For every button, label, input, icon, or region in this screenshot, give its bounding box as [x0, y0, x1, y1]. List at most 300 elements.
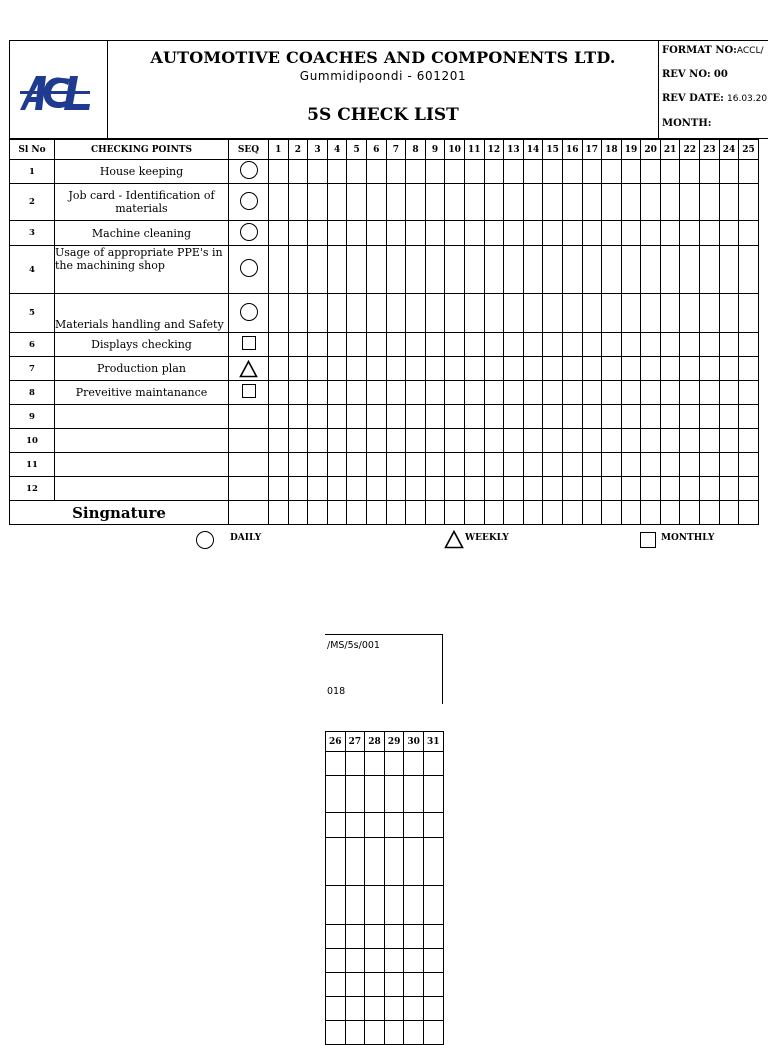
day-check-cell: [680, 381, 700, 405]
day-check-cell: [484, 333, 504, 357]
month-label: MONTH:: [662, 118, 712, 129]
day-check-cell: [543, 405, 563, 429]
page2-day-cell: [365, 886, 385, 925]
day-check-cell: [739, 333, 759, 357]
day-check-cell: [700, 381, 720, 405]
day-check-cell: [366, 381, 386, 405]
day-check-cell: [582, 221, 602, 246]
row-checking-point: Production plan: [55, 357, 229, 381]
row-checking-point: [55, 429, 229, 453]
row-seq-symbol: [229, 160, 269, 184]
day-check-cell: [484, 357, 504, 381]
row-seq-symbol: [229, 246, 269, 294]
day-check-cell: [641, 453, 661, 477]
day-check-cell: [719, 246, 739, 294]
format-no-value: ACCL/: [736, 46, 764, 56]
day-check-cell: [425, 381, 445, 405]
day-check-cell: [269, 160, 289, 184]
column-header-day: 13: [504, 140, 524, 160]
table-row: [10, 357, 759, 381]
day-check-cell: [621, 294, 641, 333]
day-check-cell: [425, 429, 445, 453]
page2-day-cell: [365, 949, 385, 973]
day-check-cell: [308, 246, 328, 294]
page2-day-cell: [345, 776, 365, 813]
day-check-cell: [739, 160, 759, 184]
day-check-cell: [562, 357, 582, 381]
day-check-cell: [504, 381, 524, 405]
day-check-cell: [445, 333, 465, 357]
row-seq-symbol: [229, 184, 269, 221]
day-check-cell: [269, 381, 289, 405]
day-check-cell: [308, 477, 328, 501]
column-header-day: 8: [406, 140, 426, 160]
day-check-cell: [406, 184, 426, 221]
day-check-cell: [602, 405, 622, 429]
day-check-cell: [680, 357, 700, 381]
page2-day-cell: [384, 997, 404, 1021]
legend-daily: DAILY: [230, 533, 262, 543]
company-name: AUTOMOTIVE COACHES AND COMPONENTS LTD.: [150, 48, 616, 67]
day-check-cell: [425, 405, 445, 429]
day-check-cell: [680, 477, 700, 501]
page2-day-cell: [404, 1021, 424, 1045]
column-header-sl-no: Sl No: [10, 140, 55, 160]
day-check-cell: [660, 453, 680, 477]
monthly-square-icon: [242, 336, 256, 350]
page2-table-row: [326, 997, 444, 1021]
day-check-cell: [288, 160, 308, 184]
page2-table-row: [326, 925, 444, 949]
table-header-row: [10, 140, 759, 160]
table-row: [10, 221, 759, 246]
day-check-cell: [543, 184, 563, 221]
page2-day-cell: [326, 925, 346, 949]
rev-date-label: REV DATE:: [662, 93, 724, 104]
column-header-day: 23: [700, 140, 720, 160]
page2-day-cell: [423, 776, 443, 813]
day-check-cell: [464, 246, 484, 294]
page2-table-row: [326, 949, 444, 973]
signature-day-cell: [386, 501, 406, 525]
monthly-square-icon: [242, 384, 256, 398]
page2-table-row: [326, 776, 444, 813]
day-check-cell: [543, 357, 563, 381]
page2-column-header-day: 26: [326, 732, 346, 752]
company-logo: [18, 70, 94, 114]
format-no: [662, 45, 768, 56]
page2-day-cell: [326, 752, 346, 776]
day-check-cell: [464, 381, 484, 405]
day-check-cell: [543, 246, 563, 294]
page2-day-cell: [404, 925, 424, 949]
day-check-cell: [406, 246, 426, 294]
day-check-cell: [269, 221, 289, 246]
monthly-icon: [640, 532, 656, 552]
row-checking-point: [55, 477, 229, 501]
day-check-cell: [739, 477, 759, 501]
day-check-cell: [288, 221, 308, 246]
day-check-cell: [386, 246, 406, 294]
day-check-cell: [582, 160, 602, 184]
day-check-cell: [484, 405, 504, 429]
day-check-cell: [269, 294, 289, 333]
day-check-cell: [504, 333, 524, 357]
column-header-day: 6: [366, 140, 386, 160]
day-check-cell: [347, 246, 367, 294]
day-check-cell: [719, 453, 739, 477]
day-check-cell: [386, 221, 406, 246]
day-check-cell: [504, 429, 524, 453]
column-header-day: 1: [269, 140, 289, 160]
day-check-cell: [523, 453, 543, 477]
page2-column-header-day: 29: [384, 732, 404, 752]
day-check-cell: [523, 184, 543, 221]
day-check-cell: [621, 405, 641, 429]
signature-day-cell: [523, 501, 543, 525]
day-check-cell: [308, 184, 328, 221]
day-check-cell: [602, 184, 622, 221]
day-check-cell: [386, 477, 406, 501]
day-check-cell: [347, 294, 367, 333]
day-check-cell: [347, 357, 367, 381]
row-checking-point: Job card - Identification of materials: [55, 184, 229, 221]
day-check-cell: [700, 184, 720, 221]
day-check-cell: [700, 246, 720, 294]
rev-no-label: REV NO:: [662, 69, 711, 80]
page2-day-cell: [326, 886, 346, 925]
day-check-cell: [504, 357, 524, 381]
day-check-cell: [484, 477, 504, 501]
table-row: [10, 429, 759, 453]
column-header-day: 14: [523, 140, 543, 160]
day-check-cell: [366, 477, 386, 501]
row-sl-no: 10: [10, 429, 55, 453]
page2-day-cell: [365, 997, 385, 1021]
page2-column-header-day: 27: [345, 732, 365, 752]
day-check-cell: [406, 221, 426, 246]
table-row: [10, 160, 759, 184]
page2-day-cell: [345, 752, 365, 776]
signature-day-cell: [366, 501, 386, 525]
page2-day-cell: [345, 973, 365, 997]
page2-day-cell: [384, 949, 404, 973]
row-checking-point: [55, 405, 229, 429]
daily-circle-icon: [240, 192, 258, 210]
day-check-cell: [464, 477, 484, 501]
day-check-cell: [366, 184, 386, 221]
column-header-day: 10: [445, 140, 465, 160]
day-check-cell: [445, 294, 465, 333]
day-check-cell: [641, 294, 661, 333]
row-seq-symbol: [229, 477, 269, 501]
day-check-cell: [719, 184, 739, 221]
day-check-cell: [386, 453, 406, 477]
day-check-cell: [543, 429, 563, 453]
table-row: [10, 333, 759, 357]
column-header-day: 12: [484, 140, 504, 160]
day-check-cell: [288, 184, 308, 221]
day-check-cell: [308, 357, 328, 381]
day-check-cell: [719, 221, 739, 246]
signature-day-cell: [562, 501, 582, 525]
day-check-cell: [602, 246, 622, 294]
day-check-cell: [700, 160, 720, 184]
row-sl-no: 5: [10, 294, 55, 333]
day-check-cell: [406, 381, 426, 405]
legend-monthly: MONTHLY: [661, 533, 715, 543]
table-row: [10, 477, 759, 501]
day-check-cell: [602, 160, 622, 184]
row-seq-symbol: [229, 381, 269, 405]
day-check-cell: [700, 294, 720, 333]
day-check-cell: [523, 477, 543, 501]
day-check-cell: [660, 381, 680, 405]
day-check-cell: [504, 184, 524, 221]
day-check-cell: [464, 405, 484, 429]
day-check-cell: [621, 333, 641, 357]
document-title: 5S CHECK LIST: [307, 105, 459, 125]
column-header-day: 3: [308, 140, 328, 160]
day-check-cell: [406, 333, 426, 357]
day-check-cell: [308, 294, 328, 333]
page2-day-cell: [423, 813, 443, 838]
day-check-cell: [347, 453, 367, 477]
day-check-cell: [700, 221, 720, 246]
page2-day-cell: [384, 925, 404, 949]
day-check-cell: [347, 405, 367, 429]
row-checking-point: House keeping: [55, 160, 229, 184]
day-check-cell: [562, 294, 582, 333]
page2-day-cell: [326, 1021, 346, 1045]
page2-day-cell: [365, 1021, 385, 1045]
day-check-cell: [582, 294, 602, 333]
signature-day-cell: [504, 501, 524, 525]
day-check-cell: [602, 333, 622, 357]
day-check-cell: [602, 453, 622, 477]
day-check-cell: [504, 294, 524, 333]
page2-day-cell: [423, 838, 443, 886]
day-check-cell: [464, 184, 484, 221]
day-check-cell: [288, 294, 308, 333]
column-header-day: 25: [739, 140, 759, 160]
day-check-cell: [660, 405, 680, 429]
checklist-table: [9, 139, 759, 525]
day-check-cell: [719, 405, 739, 429]
day-check-cell: [308, 381, 328, 405]
day-check-cell: [445, 221, 465, 246]
day-check-cell: [504, 477, 524, 501]
day-check-cell: [406, 453, 426, 477]
page2-day-cell: [423, 886, 443, 925]
day-check-cell: [602, 221, 622, 246]
page2-day-cell: [345, 886, 365, 925]
day-check-cell: [543, 160, 563, 184]
row-sl-no: 8: [10, 381, 55, 405]
day-check-cell: [269, 453, 289, 477]
page2-day-cell: [404, 776, 424, 813]
column-header-day: 11: [464, 140, 484, 160]
day-check-cell: [660, 160, 680, 184]
row-sl-no: 7: [10, 357, 55, 381]
column-header-day: 18: [602, 140, 622, 160]
day-check-cell: [366, 453, 386, 477]
day-check-cell: [366, 357, 386, 381]
page2-day-cell: [423, 752, 443, 776]
day-check-cell: [484, 246, 504, 294]
day-check-cell: [660, 333, 680, 357]
day-check-cell: [386, 429, 406, 453]
legend-weekly: WEEKLY: [465, 533, 509, 543]
day-check-cell: [680, 453, 700, 477]
daily-icon: [196, 531, 214, 553]
day-check-cell: [523, 246, 543, 294]
info-separator: [658, 40, 659, 139]
page2-day-cell: [404, 838, 424, 886]
day-check-cell: [464, 429, 484, 453]
day-check-cell: [523, 381, 543, 405]
page2-day-cell: [423, 973, 443, 997]
column-header-day: 24: [719, 140, 739, 160]
day-check-cell: [288, 429, 308, 453]
day-check-cell: [269, 357, 289, 381]
day-check-cell: [739, 294, 759, 333]
page2-day-cell: [384, 838, 404, 886]
signature-day-cell: [543, 501, 563, 525]
day-check-cell: [484, 381, 504, 405]
day-check-cell: [464, 453, 484, 477]
day-check-cell: [425, 357, 445, 381]
column-header-day: 5: [347, 140, 367, 160]
day-check-cell: [562, 160, 582, 184]
signature-day-cell: [406, 501, 426, 525]
day-check-cell: [269, 405, 289, 429]
day-check-cell: [680, 160, 700, 184]
rev-no-value: 00: [713, 69, 728, 80]
column-header-seq: SEQ: [229, 140, 269, 160]
day-check-cell: [739, 184, 759, 221]
page2-day-cell: [345, 813, 365, 838]
page2-day-cell: [345, 949, 365, 973]
day-check-cell: [523, 333, 543, 357]
day-check-cell: [582, 429, 602, 453]
column-header-day: 7: [386, 140, 406, 160]
day-check-cell: [562, 333, 582, 357]
day-check-cell: [582, 477, 602, 501]
day-check-cell: [641, 333, 661, 357]
day-check-cell: [366, 405, 386, 429]
day-check-cell: [347, 184, 367, 221]
day-check-cell: [406, 294, 426, 333]
day-check-cell: [562, 429, 582, 453]
row-seq-symbol: [229, 357, 269, 381]
page2-day-cell: [404, 949, 424, 973]
day-check-cell: [641, 221, 661, 246]
page2-day-cell: [404, 813, 424, 838]
page2-day-cell: [365, 838, 385, 886]
page2-day-cell: [365, 752, 385, 776]
rev-date-value: 16.03.20: [727, 94, 768, 104]
page2-day-cell: [326, 949, 346, 973]
day-check-cell: [327, 184, 347, 221]
day-check-cell: [739, 221, 759, 246]
page2-day-cell: [423, 925, 443, 949]
day-check-cell: [504, 453, 524, 477]
row-checking-point: Displays checking: [55, 333, 229, 357]
day-check-cell: [641, 357, 661, 381]
day-check-cell: [484, 429, 504, 453]
row-seq-symbol: [229, 405, 269, 429]
signature-day-cell: [680, 501, 700, 525]
column-header-day: 15: [543, 140, 563, 160]
page2-day-cell: [384, 973, 404, 997]
day-check-cell: [660, 221, 680, 246]
day-check-cell: [269, 477, 289, 501]
page2-header-row: [326, 732, 444, 752]
page2-day-cell: [404, 886, 424, 925]
day-check-cell: [680, 221, 700, 246]
day-check-cell: [582, 333, 602, 357]
day-check-cell: [602, 429, 622, 453]
signature-day-cell: [719, 501, 739, 525]
daily-circle-icon: [240, 161, 258, 179]
day-check-cell: [523, 294, 543, 333]
day-check-cell: [739, 453, 759, 477]
page2-day-cell: [365, 973, 385, 997]
day-check-cell: [386, 357, 406, 381]
weekly-triangle-icon: [239, 360, 258, 378]
page2-day-cell: [423, 1021, 443, 1045]
signature-day-cell: [464, 501, 484, 525]
page2-table-row: [326, 838, 444, 886]
page2-table-row: [326, 973, 444, 997]
day-check-cell: [269, 429, 289, 453]
day-check-cell: [445, 477, 465, 501]
day-check-cell: [719, 477, 739, 501]
page2-day-cell: [345, 838, 365, 886]
page2-format-fragment: /MS/5s/001: [327, 640, 380, 651]
day-check-cell: [386, 160, 406, 184]
daily-circle-icon: [240, 223, 258, 241]
signature-day-cell: [484, 501, 504, 525]
daily-circle-icon: [240, 303, 258, 321]
day-check-cell: [739, 357, 759, 381]
column-header-day: 4: [327, 140, 347, 160]
day-check-cell: [621, 429, 641, 453]
column-header-day: 21: [660, 140, 680, 160]
signature-day-cell: [445, 501, 465, 525]
day-check-cell: [484, 160, 504, 184]
day-check-cell: [621, 357, 641, 381]
page2-day-cell: [326, 776, 346, 813]
row-seq-symbol: [229, 221, 269, 246]
day-check-cell: [582, 357, 602, 381]
day-check-cell: [582, 381, 602, 405]
day-check-cell: [366, 333, 386, 357]
day-check-cell: [523, 429, 543, 453]
row-checking-point: [55, 453, 229, 477]
format-no-label: FORMAT NO:: [662, 45, 737, 56]
day-check-cell: [602, 477, 622, 501]
day-check-cell: [719, 357, 739, 381]
day-check-cell: [582, 405, 602, 429]
day-check-cell: [621, 160, 641, 184]
row-checking-point: Preveitive maintanance: [55, 381, 229, 405]
weekly-icon: [444, 530, 464, 549]
day-check-cell: [562, 246, 582, 294]
day-check-cell: [484, 294, 504, 333]
day-check-cell: [680, 184, 700, 221]
